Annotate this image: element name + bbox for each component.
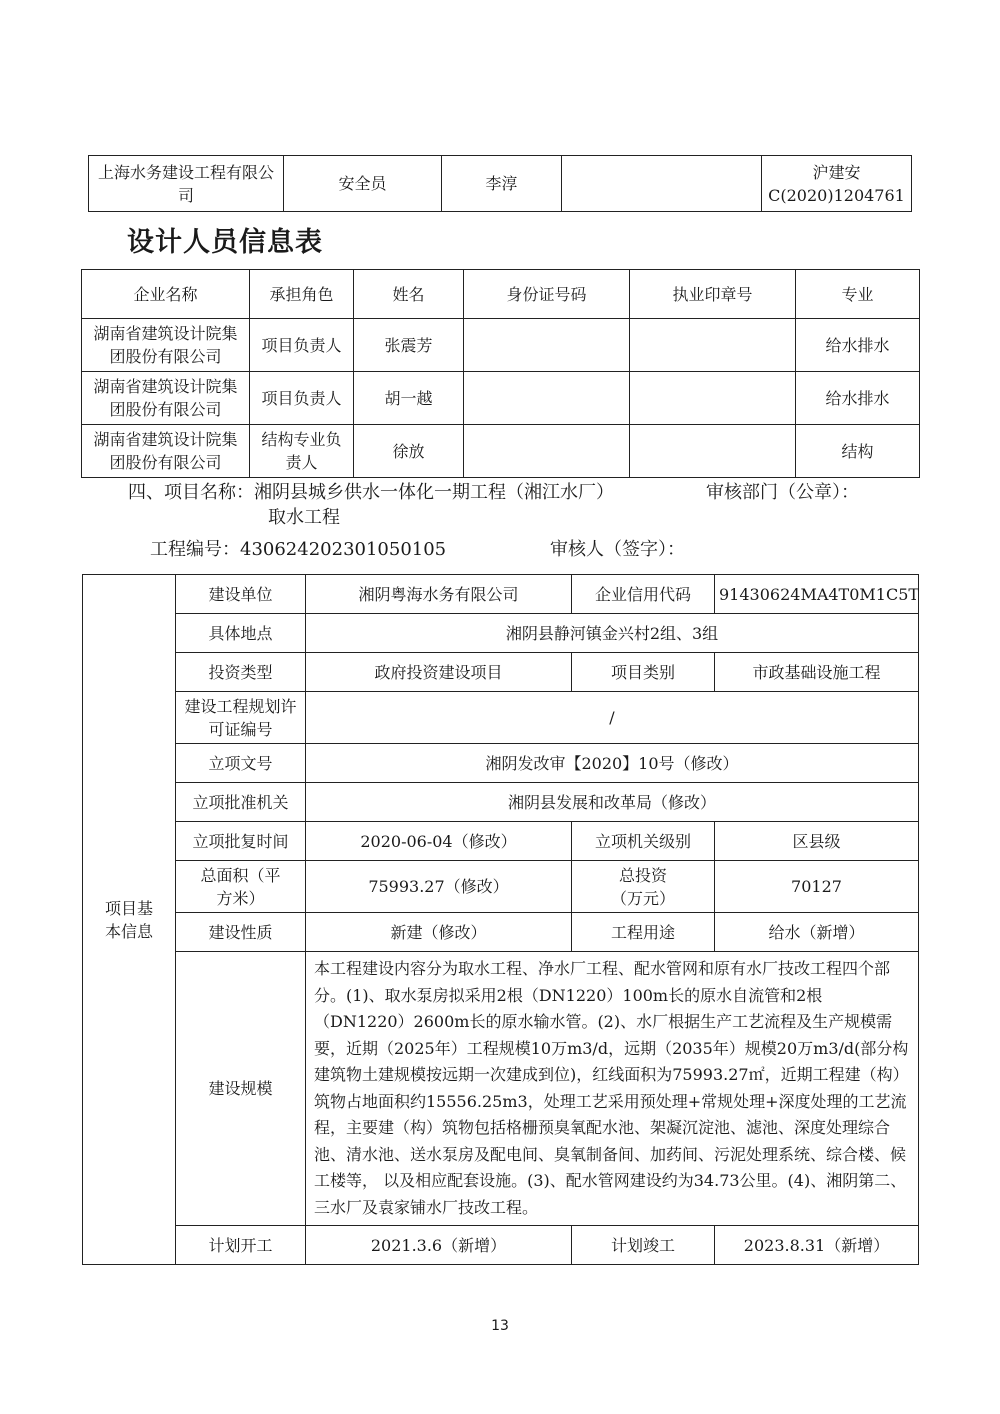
value-cell: 政府投资建设项目: [306, 653, 572, 692]
major-cell: 给水排水: [796, 319, 920, 372]
company-cell: 湖南省建筑设计院集团股份有限公司: [82, 372, 250, 425]
label-cell: 建设性质: [176, 913, 306, 952]
label-cell: 建设单位: [176, 575, 306, 614]
table-row: [83, 575, 919, 614]
value-cell: 湘阴县静河镇金兴村2组、3组: [306, 614, 919, 653]
role-cell: 结构专业负责人: [250, 425, 354, 478]
safety-staff-table: [88, 155, 912, 212]
table-row: [83, 913, 919, 952]
company-cell: 湖南省建筑设计院集团股份有限公司: [82, 425, 250, 478]
label-cell: [572, 861, 715, 913]
value-cell: 区县级: [715, 822, 919, 861]
project-name-line2: 取水工程: [268, 507, 340, 528]
area-label: 总面积（平方米）: [200, 865, 281, 908]
seal-cell: [630, 319, 796, 372]
project-name-line1: 四、项目名称：湘阴县城乡供水一体化一期工程（湘江水厂）: [128, 482, 614, 503]
value-cell: 2021.3.6（新增）: [306, 1226, 572, 1265]
label-cell: 计划开工: [176, 1226, 306, 1265]
table-row: [83, 952, 919, 1226]
header-major: 专业: [796, 270, 920, 319]
label-cell: 立项批准机关: [176, 783, 306, 822]
id-cell: [562, 156, 762, 212]
value-cell: 湘阴粤海水务有限公司: [306, 575, 572, 614]
value-cell: 2023.8.31（新增）: [715, 1226, 919, 1265]
label-cell: 工程用途: [572, 913, 715, 952]
header-id: 身份证号码: [464, 270, 630, 319]
name-cell: 张震芳: [354, 319, 464, 372]
permit-label: 建设工程规划许可证编号: [184, 696, 297, 739]
value-cell: 70127: [715, 861, 919, 913]
table-row: [82, 425, 920, 478]
cert-cell: 沪建安C(2020)1204761: [762, 156, 912, 212]
side-label-cell: [83, 575, 176, 1265]
role-cell: 项目负责人: [250, 319, 354, 372]
major-cell: 给水排水: [796, 372, 920, 425]
label-cell: 计划竣工: [572, 1226, 715, 1265]
label-cell: 企业信用代码: [572, 575, 715, 614]
label-cell: 项目类别: [572, 653, 715, 692]
id-cell: [464, 372, 630, 425]
company-cell: 上海水务建设工程有限公司: [89, 156, 284, 212]
value-cell: 75993.27（修改）: [306, 861, 572, 913]
table-row: [83, 614, 919, 653]
label-cell: 投资类型: [176, 653, 306, 692]
table-header-row: [82, 270, 920, 319]
value-cell: /: [306, 692, 919, 744]
value-cell: 湘阴发改审【2020】10号（修改）: [306, 744, 919, 783]
seal-cell: [630, 372, 796, 425]
value-cell: 市政基础设施工程: [715, 653, 919, 692]
label-cell: [176, 692, 306, 744]
header-name: 姓名: [354, 270, 464, 319]
value-cell: 新建（修改）: [306, 913, 572, 952]
value-cell: 湘阴县发展和改革局（修改）: [306, 783, 919, 822]
label-cell: 具体地点: [176, 614, 306, 653]
role-cell: 项目负责人: [250, 372, 354, 425]
id-cell: [464, 425, 630, 478]
table-row: [83, 744, 919, 783]
table-row: [83, 783, 919, 822]
major-cell: 结构: [796, 425, 920, 478]
table-row: [82, 372, 920, 425]
label-cell: [176, 861, 306, 913]
value-cell: 给水（新增）: [715, 913, 919, 952]
label-cell: 立项批复时间: [176, 822, 306, 861]
scale-description: 本工程建设内容分为取水工程、净水厂工程、配水管网和原有水厂技改工程四个部分。(1)、取水泵房拟采用2根（DN1220）100m长的原水自流管和2根（DN1220）2600m长的原水输水管。(2)、水厂根据生产工艺流程及生产规模需要，近期（2025年）工程规模10万m3/d，远期（2035年）规模20万m3/d(部分构建筑物土建规模按远期一次建成到位)，红线面积为75993.27㎡，近期工程建（构）筑物占地面积约15556.25m3，处理工艺采用预处理+常规处理+深度处理的工艺流程，主要建（构）筑物包括格栅预臭氧配水池、架凝沉淀池、滤池、深度处理综合池、清水池、送水泵房及配电间、臭氧制备间、加药间、污泥处理系统、综合楼、候工楼等， 以及相应配套设施。(3)、配水管网建设约为34.73公里。(4)、湘阴第二、三水厂及袁家铺水厂技改工程。: [306, 952, 919, 1226]
table-row: [83, 822, 919, 861]
project-info-table: [82, 574, 919, 1265]
side-label: 项目基本信息: [104, 898, 153, 941]
invest-label: 总投资（万元）: [610, 865, 675, 908]
reviewer-label: 审核人（签字）：: [550, 539, 685, 560]
design-staff-title: 设计人员信息表: [127, 227, 323, 258]
table-row: [83, 1226, 919, 1265]
value-cell: 91430624MA4T0M1C5T: [715, 575, 919, 614]
id-cell: [464, 319, 630, 372]
page-number: 13: [491, 1318, 509, 1334]
company-cell: 湖南省建筑设计院集团股份有限公司: [82, 319, 250, 372]
table-row: [82, 319, 920, 372]
table-row: [83, 861, 919, 913]
seal-cell: [630, 425, 796, 478]
name-cell: 李淳: [442, 156, 562, 212]
role-cell: 安全员: [284, 156, 442, 212]
table-row: [89, 156, 912, 212]
project-name-section: [128, 480, 859, 530]
table-row: [83, 653, 919, 692]
label-cell: 立项文号: [176, 744, 306, 783]
header-company: 企业名称: [82, 270, 250, 319]
table-row: [83, 692, 919, 744]
label-cell: 立项机关级别: [572, 822, 715, 861]
review-dept-label: 审核部门（公章）：: [706, 482, 859, 503]
label-cell: 建设规模: [176, 952, 306, 1226]
project-code: 工程编号：430624202301050105: [150, 539, 447, 560]
design-staff-table: [81, 269, 920, 478]
project-code-line: [150, 535, 685, 561]
name-cell: 胡一越: [354, 372, 464, 425]
header-seal: 执业印章号: [630, 270, 796, 319]
header-role: 承担角色: [250, 270, 354, 319]
value-cell: 2020-06-04（修改）: [306, 822, 572, 861]
name-cell: 徐放: [354, 425, 464, 478]
